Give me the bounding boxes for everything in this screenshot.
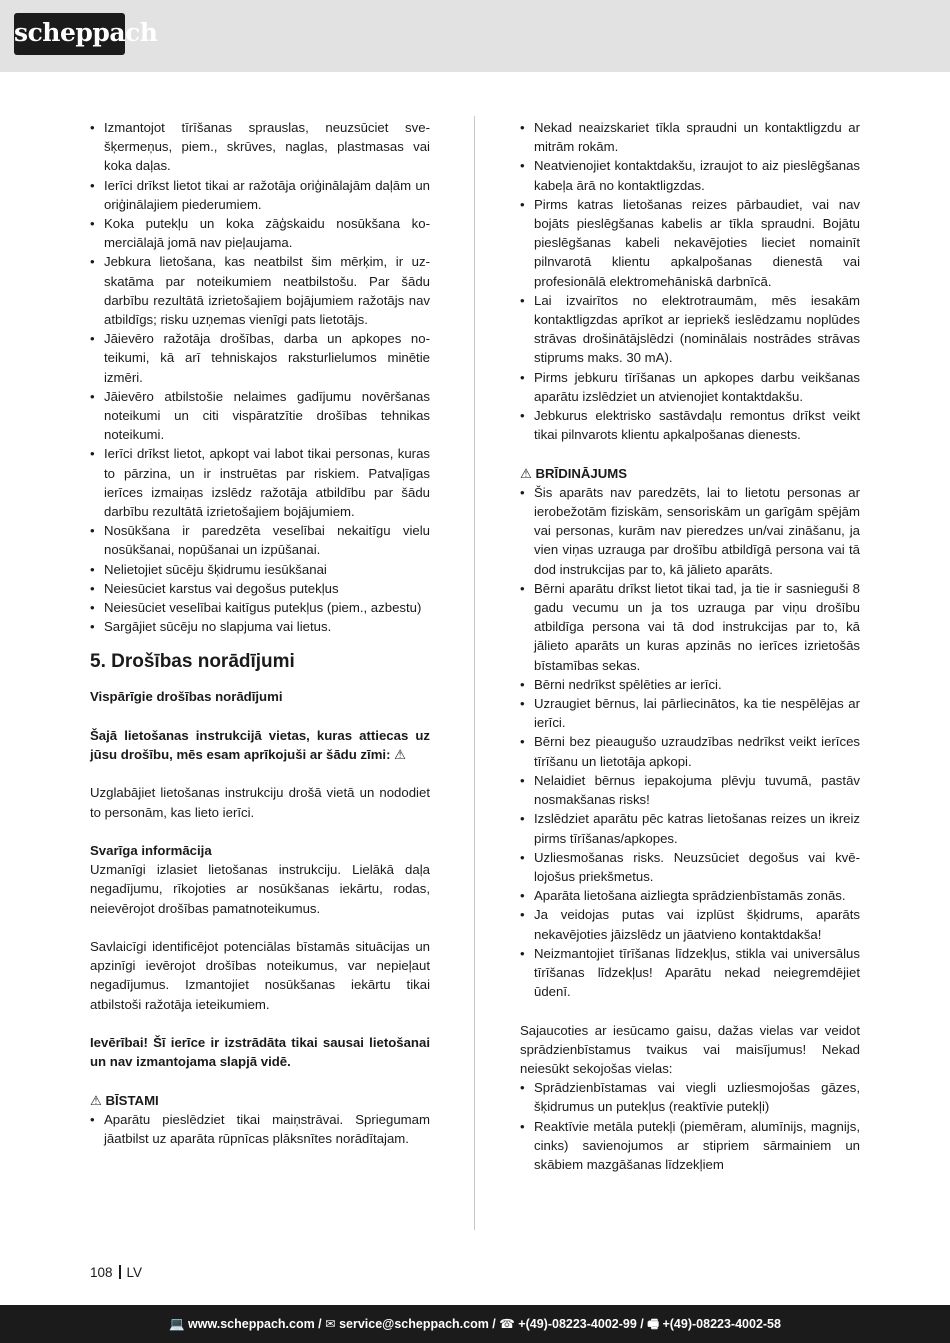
list-item: • Bērni nedrīkst spēlēties ar ierīci. [520, 675, 860, 694]
left-column [90, 118, 430, 1148]
list-item: • Neiesūciet karstus vai degošus putekļus [90, 579, 430, 598]
list-item: • Izmantojot tīrīšanas sprauslas, neuzsūciet svešķermeņus, piem., skrūves, naglas, plastmasas vai koka daļas. [90, 118, 430, 176]
list-item: • Nosūkšana ir paredzēta veselībai nekaitīgu vielu nosūkšanai, nopūšanai un izpūšanai. [90, 521, 430, 559]
list-item: • Nelaidiet bērnus iepakojuma plēvju tuvumā, pastāv nosmakšanas risks! [520, 771, 860, 809]
list-item: • Neiesūciet veselībai kaitīgus putekļus (piem., azbestu) [90, 598, 430, 617]
list-item: • Nekad neaizskariet tīkla spraudni un kontaktligzdu ar mitrām rokām. [520, 118, 860, 156]
list-item: • Jebkura lietošana, kas neatbilst šim mērķim, ir uzskatāma par noteikumiem neatbilstošu. Par šādu darbību rezultātā izrietošajiem bojājumiem ražotājs nav atbildīgs; risku uzņemas vienīgi pats lietotājs. [90, 252, 430, 329]
attention-text: Ievērībai! Šī ierīce ir izstrādāta tikai sausai lietošanai un nav izmantojama slapjā vidē. [90, 1035, 430, 1070]
list-item: • Aparātu pieslēdziet tikai maiņstrāvai. Spriegumam jāatbilst uz aparāta rūpnīcas plāksnītes norādītajam. [90, 1110, 430, 1148]
list-item: • Pirms jebkuru tīrīšanas un apkopes darbu veikšanas aparātu izslēdziet un atvienojiet kontaktdakšu. [520, 368, 860, 406]
page-number-value: 108 [90, 1265, 113, 1280]
page-header [0, 0, 950, 72]
list-item: • Jebkurus elektrisko sastāvdaļu remontus drīkst veikt tikai pilnvarots klientu apkalpošanas dienests. [520, 406, 860, 444]
usage-rules-list [90, 118, 430, 636]
list-item: • Izslēdziet aparātu pēc katras lietošanas reizes un ikreiz pirms tīrīšanas/apkopes. [520, 809, 860, 847]
danger-title: ⚠ BĪSTAMI [90, 1092, 159, 1108]
list-item: • Ierīci drīkst lietot tikai ar ražotāja oriģinālajām daļām un oriģinālajiem piederumiem. [90, 176, 430, 214]
section-heading: 5. Drošības norādījumi [90, 651, 295, 673]
column-divider [474, 116, 475, 1230]
keep-instructions-text: Uzglabājiet lietošanas instrukciju drošā vietā un nododiet to personām, kas lieto ierīci. [90, 785, 430, 820]
scheppach-logo: scheppach [14, 13, 125, 55]
list-item: • Lai izvairītos no elektrotraumām, mēs iesakām kontaktligzdas aprīkot ar iepriekš ieslēdzamu noplūdes strāvas drošinātājslēdzi (nominālais nostrādes strāvas stiprums maks. 30 mA). [520, 291, 860, 368]
list-item: • Jāievēro atbilstošie nelaimes gadījumu novēršanas noteikumi un citi vispāratzītie drošības tehnikas noteikumi. [90, 387, 430, 445]
hazards-text: Savlaicīgi identificējot potenciālas bīstamās situācijas un apzinīgi ievērojot drošības noteikumus, var nepieļaut negadījumus. Izmantojiet nosūkšanas iekārtu tikai atbilstoši ražotāja ieteikumiem. [90, 939, 430, 1012]
list-item: • Sargājiet sūcēju no slapjuma vai lietus. [90, 617, 430, 636]
list-item: • Uzliesmošanas risks. Neuzsūciet degošus vai kvēlojošus priekšmetus. [520, 848, 860, 886]
list-item: • Jāievēro ražotāja drošības, darba un apkopes noteikumi, kā arī tehniskajos raksturlielumos minētie izmēri. [90, 329, 430, 387]
warning-title: ⚠ BRĪDINĀJUMS [520, 465, 628, 481]
list-item: • Koka putekļu un koka zāģskaidu nosūkšana komerciālajā jomā nav pieļaujama. [90, 214, 430, 252]
page-footer: 💻 www.scheppach.com / ✉ service@scheppach.com / ☎ +(49)-08223-4002-99 / 🖷 +(49)-08223-4002-58 [0, 1305, 950, 1343]
list-item: • Aparāta lietošana aizliegta sprādzienbīstamās zonās. [520, 886, 860, 905]
warning-triangle-icon: ⚠ [394, 747, 406, 763]
list-item: • Sprādzienbīstamas vai viegli uzliesmojošas gāzes, šķidrumus un putekļus (reaktīvie putekļi) [520, 1078, 860, 1116]
list-item: • Uzraugiet bērnus, lai pārliecinātos, ka tie nespēlējas ar ierīci. [520, 694, 860, 732]
list-item: • Neatvienojiet kontaktdakšu, izraujot to aiz pieslēgšanas kabeļa ārā no kontaktligzdas. [520, 156, 860, 194]
danger-list [90, 1110, 430, 1148]
explosive-list [520, 1078, 860, 1174]
important-text: Uzmanīgi izlasiet lietošanas instrukciju. Lielākā daļa negadījumu, rīkojoties ar nosūkšanas iekārtu, rodas, neievērojot drošības pamatnoteikumus. [90, 862, 430, 916]
warning-list [520, 483, 860, 1001]
list-item: • Pirms katras lietošanas reizes pārbaudiet, vai nav bojāts pieslēgšanas kabelis ar tīkla spraudni. Bojātu pieslēgšanas kabeli nekavējoties lieciet nomainīt pilnvarotā klientu apkalpošanas dienestā vai profesionālā elektromehāniskā darbnīcā. [520, 195, 860, 291]
list-item: • Reaktīvie metāla putekļi (piemēram, alumīnijs, magnijs, cinks) savienojumos ar stipriem sārmainiem un skābiem mazgāšanas līdzekļiem [520, 1117, 860, 1175]
electrical-rules-list [520, 118, 860, 444]
list-item: • Šis aparāts nav paredzēts, lai to lietotu personas ar ierobežotām fiziskām, sensoriskām un garīgām spējām vai personas, kurām nav pieredzes un/vai zināšanu, ja vien viņas uzrauga par drošību atbildīgā persona vai tā dod instrukcijas par to, kā jālieto aparāts. [520, 483, 860, 579]
symbol-intro: Šajā lietošanas instrukcijā vietas, kuras attiecas uz jūsu drošību, mēs esam aprīkojuši ar šādu zīmi: ⚠ [90, 727, 430, 763]
page-language: LV [126, 1265, 143, 1280]
page-number [90, 1265, 142, 1280]
list-item: • Neizmantojiet tīrīšanas līdzekļus, stikla vai universālus tīrīšanas līdzekļus! Aparātu nekad neiegremdējiet ūdenī. [520, 944, 860, 1002]
list-item: • Bērni aparātu drīkst lietot tikai tad, ja tie ir sasnieguši 8 gadu vecumu un ja tos uzrauga par viņu drošību atbildīga persona vai tā dod instrukcijas par to, kā jālieto aparāts un kuras apzinās no ierīces izrietošās bīstamības sekas. [520, 579, 860, 675]
list-item: • Bērni bez pieaugušo uzraudzības nedrīkst veikt ierīces tīrīšanu un lietotāja apkopi. [520, 732, 860, 770]
important-title: Svarīga informācija [90, 843, 212, 859]
list-item: • Nelietojiet sūcēju šķidrumu iesūkšanai [90, 560, 430, 579]
right-column [520, 118, 860, 1174]
list-item: • Ierīci drīkst lietot, apkopt vai labot tikai personas, kuras to pārzina, un ir instruētas par riskiem. Patvaļīgas ierīces izmaiņas izslēdz ražotāja atbildību par šādu darbību rezultātā izrietošajiem bojājumiem. [90, 444, 430, 521]
list-item: • Ja veidojas putas vai izplūst šķidrums, aparāts nekavējoties jāizslēdz un jāatvieno kontaktdakša! [520, 905, 860, 943]
subheading: Vispārīgie drošības norādījumi [90, 689, 283, 705]
explosive-intro: Sajaucoties ar iesūcamo gaisu, dažas vielas var veidot sprādzienbīstamus tvaikus vai maisījumus! Nekad neiesūkt sekojošas vielas: [520, 1022, 860, 1076]
